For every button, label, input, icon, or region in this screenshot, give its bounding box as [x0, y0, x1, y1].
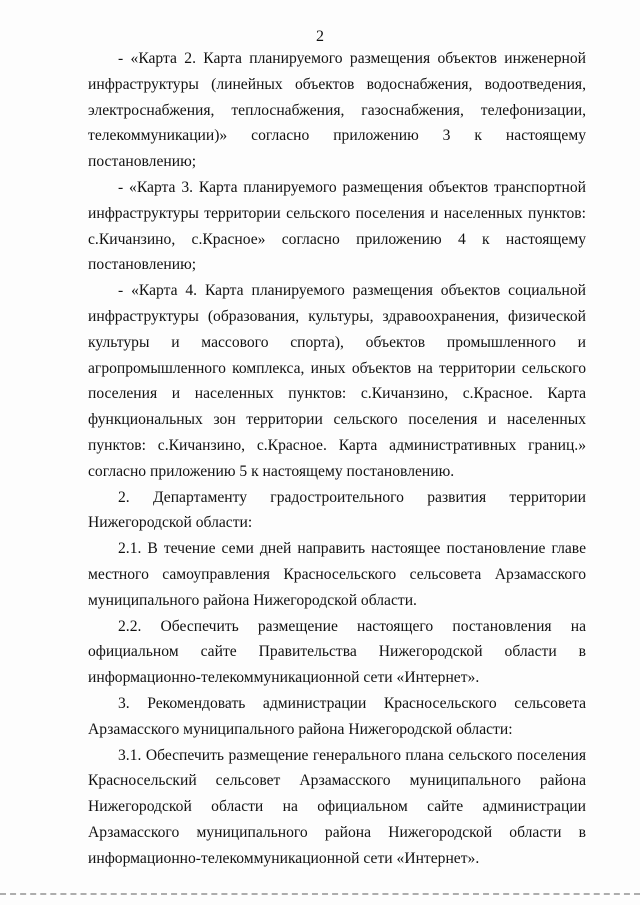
- paragraph-item-3-1: 3.1. Обеспечить размещение генерального плана сельского поселения Красносельский сельсовет Арзамасского муниципального района Нижегородской области на официальном сайте администрации Арзамасского муниципального района Нижегородской области в информационно-телекоммуникационной сети «Интернет».: [88, 746, 586, 867]
- scan-edge-line: [0, 893, 640, 895]
- paragraph-map-4: - «Карта 4. Карта планируемого размещения объектов социальной инфраструктуры (образования, культуры, здравоохранения, физической культуры и массового спорта), объектов промышленного и агропромышленного комплекса, иных объектов на территории сельского поселения и населенных пунктов: с.Кичанзино, с.Красное. Карта функциональных зон территории сельского поселения и населенных пунктов: с.Кичанзино, с.Красное. Карта административных границ.» согласно приложению 5 к настоящему постановлению.: [88, 282, 586, 480]
- paragraph-item-2-1: 2.1. В течение семи дней направить настоящее постановление главе местного самоуправления Красносельского сельсовета Арзамасского муниципального района Нижегородской области.: [88, 540, 586, 609]
- paragraph-map-3: - «Карта 3. Карта планируемого размещения объектов транспортной инфраструктуры территории сельского поселения и населенных пунктов: с.Кичанзино, с.Красное» согласно приложению 4 к настоящему постановлению;: [88, 178, 586, 274]
- paragraph-map-2: - «Карта 2. Карта планируемого размещения объектов инженерной инфраструктуры (линейных объектов водоснабжения, водоотведения, электроснабжения, теплоснабжения, газоснабжения, телефонизации, телекоммуникации)» согласно приложению 3 к настоящему постановлению;: [88, 50, 586, 171]
- paragraph-item-2: 2. Департаменту градостроительного развития территории Нижегородской области:: [88, 488, 586, 532]
- page-number: 2: [316, 28, 324, 45]
- paragraph-item-3: 3. Рекомендовать администрации Красносельского сельсовета Арзамасского муниципального района Нижегородской области:: [88, 694, 586, 738]
- paragraph-item-2-2: 2.2. Обеспечить размещение настоящего постановления на официальном сайте Правительства Нижегородской области в информационно-телекоммуникационной сети «Интернет».: [88, 617, 586, 687]
- document-body: [88, 46, 586, 872]
